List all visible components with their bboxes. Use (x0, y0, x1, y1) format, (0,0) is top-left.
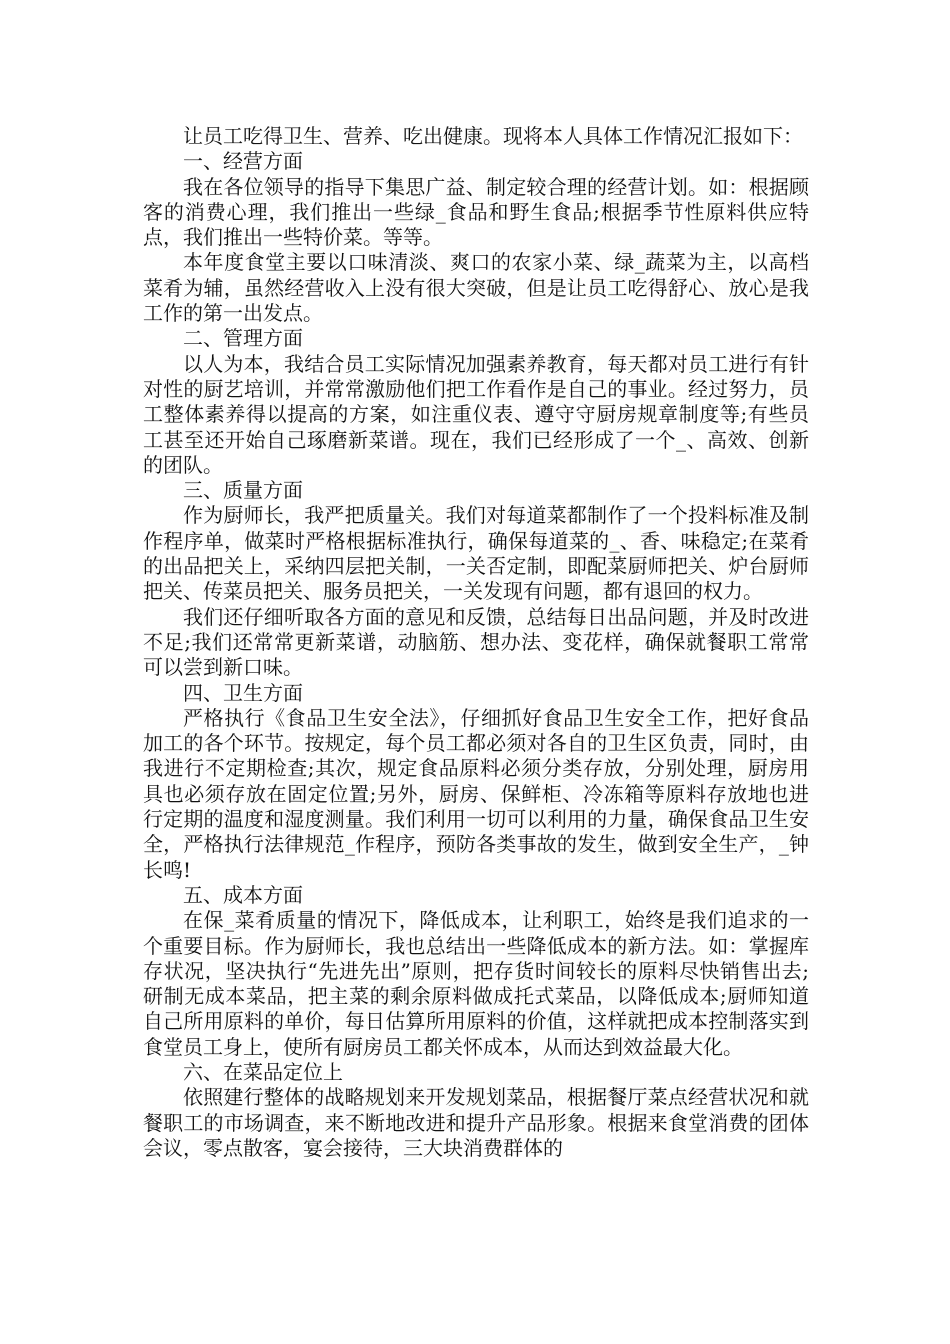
paragraph-management: 以人为本，我结合员工实际情况加强素养教育，每天都对员工进行有针对性的厨艺培训，并常常激励他们把工作看作是自己的事业。经过努力，员工整体素养得以提高的方案，如注重仪表、遵守守厨房规章制度等;有些员工甚至还开始自己琢磨新菜谱。现在，我们已经形成了一个_、高效、创新的团队。 (143, 351, 809, 477)
section-heading-management: 二、管理方面 (183, 326, 303, 351)
section-heading-hygiene: 四、卫生方面 (183, 680, 303, 705)
paragraph-quality-feedback: 我们还仔细听取各方面的意见和反馈，总结每日出品问题，并及时改进不足;我们还常常更新菜谱，动脑筋、想办法、变花样，确保就餐职工常常可以尝到新口味。 (143, 604, 809, 680)
section-heading-quality: 三、质量方面 (183, 478, 303, 503)
section-heading-dish-positioning: 六、在菜品定位上 (183, 1059, 343, 1084)
paragraph-operations-menu: 本年度食堂主要以口味清淡、爽口的农家小菜、绿_蔬菜为主，以高档菜肴为辅，虽然经营收入上没有很大突破，但是让员工吃得舒心、放心是我工作的第一出发点。 (143, 250, 809, 326)
paragraph-hygiene: 严格执行《食品卫生安全法》，仔细抓好食品卫生安全工作，把好食品加工的各个环节。按规定，每个员工都必须对各自的卫生区负责，同时，由我进行不定期检查;其次，规定食品原料必须分类存放，分别处理，厨房用具也必须存放在固定位置;另外，厨房、保鲜柜、冷冻箱等原料存放地也进行定期的温度和湿度测量。我们利用一切可以利用的力量，确保食品卫生安全，严格执行法律规范_作程序，预防各类事故的发生，做到安全生产，_钟长鸣! (143, 705, 809, 882)
document-body (143, 124, 809, 1161)
paragraph-dish-positioning: 依照建行整体的战略规划来开发规划菜品，根据餐厅菜点经营状况和就餐职工的市场调查，来不断地改进和提升产品形象。根据来食堂消费的团体会议，零点散客，宴会接待，三大块消费群体的 (143, 1085, 809, 1160)
section-heading-operations: 一、经营方面 (183, 149, 303, 174)
paragraph-intro: 让员工吃得卫生、营养、吃出健康。现将本人具体工作情况汇报如下： (183, 124, 803, 148)
paragraph-operations-plan: 我在各位领导的指导下集思广益、制定较合理的经营计划。如：根据顾客的消费心理，我们推出一些绿_食品和野生食品;根据季节性原料供应特点，我们推出一些特价菜。等等。 (143, 174, 809, 250)
paragraph-cost: 在保_菜肴质量的情况下，降低成本，让利职工，始终是我们追求的一个重要目标。作为厨师长，我也总结出一些降低成本的新方法。如：掌握库存状况，坚决执行“先进先出”原则，把存货时间较长的原料尽快销售出去;研制无成本菜品，把主菜的剩余原料做成托式菜品，以降低成本;厨师知道自己所用原料的单价，每日估算所用原料的价值，这样就把成本控制落实到食堂员工身上，使所有厨房员工都关怀成本，从而达到效益最大化。 (143, 908, 809, 1059)
section-heading-cost: 五、成本方面 (183, 882, 303, 907)
paragraph-quality-control: 作为厨师长，我严把质量关。我们对每道菜都制作了一个投料标准及制作程序单，做菜时严格根据标准执行，确保每道菜的_、香、味稳定;在菜肴的出品把关上，采纳四层把关制，一关否定制，即配菜厨师把关、炉台厨师把关、传菜员把关、服务员把关，一关发现有问题，都有退回的权力。 (143, 503, 809, 604)
